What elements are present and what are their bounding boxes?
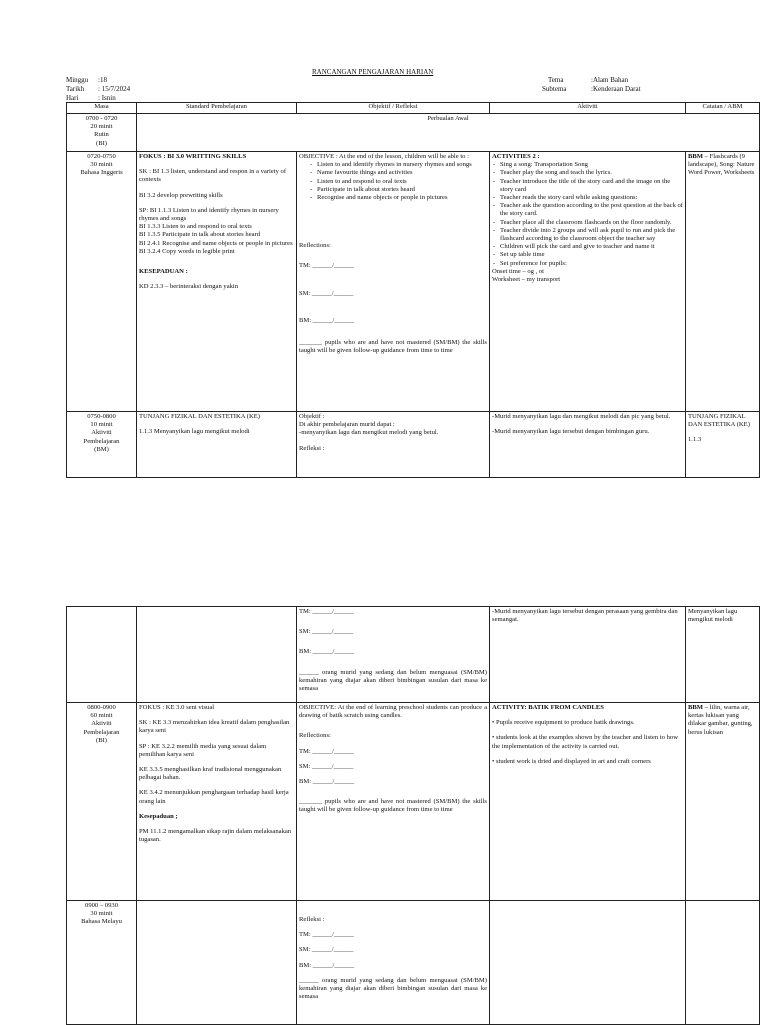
- objektif-cell: TM: ______/______ SM: ______/______ BM: ______/______ ______ orang murid yang sedang dan belum menguasai (SM/BM) kemahiran yang diajar akan diberi bimbingan susulan dari masa ke semasa: [297, 607, 490, 703]
- aktiviti-cell: -Murid menyanyikan lagu dan mengikut melodi dan pic yang betul. -Murid menyanyikan lagu tersebut dengan bimbingan guru.: [490, 412, 686, 478]
- masa-cell: 0720-0750 30 minit Bahasa Inggeris: [67, 152, 137, 412]
- document-title: RANCANGAN PENGAJARAN HARIAN: [312, 68, 434, 76]
- objektif-cell: Refleksi : TM: ______/______ SM: ______/______ BM: ______/______ ______ orang murid yang sedang dan belum menguasai (SM/BM) kemahiran yang diajar akan diberi bimbingan susulan dari masa ke semasa: [297, 901, 490, 1025]
- objektif-cell: OBJECTIVE: At the end of learning preschool students can produce a drawing of batik scratch using candles. Reflections: TM: ______/______ SM: ______/______ BM: ______/______ _______ pupils who are and have not mastered (SM/BM) the skills taught will be given follow-up guidance from time to time: [297, 703, 490, 901]
- col-objektif-header: Objektif / Refleksi: [297, 103, 490, 114]
- catatan-cell: Menyanyikan lagu mengikut melodi: [686, 607, 760, 703]
- tema-label: Tema: [548, 76, 564, 84]
- perbualan-awal-cell: Perbualan Awal: [137, 114, 760, 152]
- table-header-row: [67, 103, 760, 114]
- subtema-label: Subtema: [542, 85, 567, 93]
- catatan-cell: BBM – Flashcards (9 landscape), Song: Nature Word Power, Worksheets: [686, 152, 760, 412]
- standard-cell: [137, 901, 297, 1025]
- catatan-cell: [686, 901, 760, 1025]
- activity-list: - Sing a song: Transportation Song - Teacher play the song and teach the lyrics. - Teacher introduce the title of the story card and the image on the story card - Teacher reads the story card while asking questions: - Teacher ask the question according to the post question at the back of the story card. - Teacher place all the classroom flashcards on the floor randomly. - Teacher divide into 2 groups and will ask pupil to run and pick the flashcard according to the classroom object the teacher say - Children will pick the card and give to teacher and name it - Set up table time - Set preference for pupils:: [492, 161, 683, 268]
- objective-list: - Listen to and identify rhymes in nursery rhymes and songs - Name favourite things and activities - Listen to and respond to oral texts - Participate in talk about stories heard - Recognise and name objects or people in pictures: [299, 161, 487, 202]
- table-row: [67, 412, 760, 478]
- minggu-value: :18: [98, 76, 107, 84]
- standard-cell: FOKUS : BI 3.0 WRITTING SKILLS SK : BI 1.3 listen, understand and respon in a variety of contexts BI 3.2 develop prewriting skills SP: BI 1.1.3 Listen to and identify rhymes in nursery rhymes and songs BI 1.3.3 Listen to and respond to oral texts BI 1.3.5 Participate in talk about stories heard BI 2.4.1 Recognise and name objects or people in pictures BI 3.2.4 Copy words in legible print KESEPADUAN : KD 2.3.3 – berinteraksi dengan yakin: [137, 152, 297, 412]
- masa-cell: 0900 – 0930 30 minit Bahasa Melayu: [67, 901, 137, 1025]
- masa-cell: 0700 - 0720 20 minit Rutin (BI): [67, 114, 137, 152]
- masa-cell: [67, 607, 137, 703]
- table-row: [67, 901, 760, 1025]
- catatan-cell: BBM – lilin, warna air, kertas lukisan yang dilakar gambar, gunting, berus lukisan: [686, 703, 760, 901]
- col-aktiviti-header: Aktiviti: [490, 103, 686, 114]
- masa-cell: 0800-0900 60 minit Aktiviti Pembelajaran (BI): [67, 703, 137, 901]
- table-row: [67, 152, 760, 412]
- hari-label: Hari: [66, 94, 79, 102]
- col-standard-header: Standard Pembelajaran: [137, 103, 297, 114]
- standard-cell: [137, 607, 297, 703]
- lesson-plan-table-page2: [66, 606, 760, 1025]
- objektif-cell: OBJECTIVE : At the end of the lesson, children will be able to : - Listen to and identify rhymes in nursery rhymes and songs - Name favourite things and activities - Listen to and respond to oral texts - Participate in talk about stories heard - Recognise and name objects or people in pictures Reflections: TM: ______/______ SM: ______/______ BM: ______/______ _______ pupils who are and have not mastered (SM/BM) the skills taught will be given follow-up guidance from time to time: [297, 152, 490, 412]
- table-row: [67, 607, 760, 703]
- tarikh-label: Tarikh: [66, 85, 85, 93]
- table-row: [67, 114, 760, 152]
- col-masa-header: Masa: [67, 103, 137, 114]
- subtema-value: :Kenderaan Darat: [591, 85, 641, 93]
- standard-cell: TUNJANG FIZIKAL DAN ESTETIKA (KE) 1.1.3 Menyanyikan lagu mengikut melodi: [137, 412, 297, 478]
- aktiviti-cell: ACTIVITIES 2 : - Sing a song: Transportation Song - Teacher play the song and teach the lyrics. - Teacher introduce the title of the story card and the image on the story card - Teacher reads the story card while asking questions: - Teacher ask the question according to the post question at the back of the story card. - Teacher place all the classroom flashcards on the floor randomly. - Teacher divide into 2 groups and will ask pupil to run and pick the flashcard according to the classroom object the teacher say - Children will pick the card and give to teacher and name it - Set up table time - Set preference for pupils: Onset time – og , ot Worksheet – my transport: [490, 152, 686, 412]
- hari-value: : Isnin: [98, 94, 116, 102]
- standard-cell: FOKUS : KE 3.0 seni visual SK : KE 3.3 menzahirkan idea kreatif dalam penghasilan karya seni SP : KE 3.2.2 memilih media yang sesuai dalam pemilihan karya seni KE 3.3.5 menghasilkan kraf tradisional menggunakan pelbagai bahan. KE 3.4.2 menunjukkan penghargaan terhadap hasil kerja orang lain Kesepaduan ; PM 11.1.2 mengamalkan sikap rajin dalam melaksanakan tugasan.: [137, 703, 297, 901]
- tarikh-value: : 15/7/2024: [98, 85, 131, 93]
- minggu-label: Minggu: [66, 76, 89, 84]
- aktiviti-cell: -Murid menyanyikan lagu tersebut dengan perasaan yang gembira dan semangat.: [490, 607, 686, 703]
- aktiviti-cell: [490, 901, 686, 1025]
- lesson-plan-table-page1: [66, 102, 760, 478]
- aktiviti-cell: ACTIVITY: BATIK FROM CANDLES • Pupils receive equipment to produce batik drawings. • students look at the examples shown by the teacher and listen to how the implementation of the activity is carried out. • student work is dried and displayed in art and craft corners: [490, 703, 686, 901]
- tema-value: :Alam Bahan: [591, 76, 629, 84]
- catatan-cell: TUNJANG FIZIKAL DAN ESTETIKA (KE) 1.1.3: [686, 412, 760, 478]
- objektif-cell: Objektif : Di akhir pembelajaran murid dapat : -menyanyikan lagu dan mengikut melodi yang betul. Refleksi :: [297, 412, 490, 478]
- masa-cell: 0750-0800 10 minit Aktiviti Pembelajaran (BM): [67, 412, 137, 478]
- col-catatan-header: Catatan / ABM: [686, 103, 760, 114]
- table-row: [67, 703, 760, 901]
